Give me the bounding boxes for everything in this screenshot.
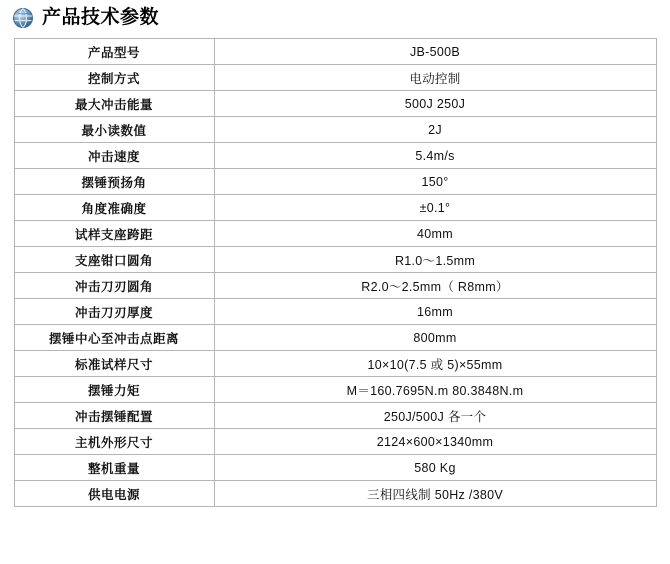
- table-row: [14, 247, 656, 273]
- table-row: [14, 455, 656, 481]
- row-label: 摆锤中心至冲击点距离: [14, 325, 214, 351]
- row-value: R1.0～1.5mm: [214, 247, 656, 273]
- row-value: M＝160.7695N.m 80.3848N.m: [214, 377, 656, 403]
- row-value: 2J: [214, 117, 656, 143]
- row-label: 整机重量: [14, 455, 214, 481]
- row-label: 主机外形尺寸: [14, 429, 214, 455]
- table-row: [14, 299, 656, 325]
- table-row: [14, 117, 656, 143]
- table-row: [14, 403, 656, 429]
- page-title: 产品技术参数: [42, 7, 160, 28]
- table-row: [14, 169, 656, 195]
- row-label: 试样支座跨距: [14, 221, 214, 247]
- row-label: 最小读数值: [14, 117, 214, 143]
- row-label: 冲击刀刃厚度: [14, 299, 214, 325]
- row-label: 支座钳口圆角: [14, 247, 214, 273]
- table-row: [14, 377, 656, 403]
- row-label: 产品型号: [14, 39, 214, 65]
- table-row: [14, 65, 656, 91]
- row-label: 摆锤预扬角: [14, 169, 214, 195]
- table-row: [14, 195, 656, 221]
- row-value: 500J 250J: [214, 91, 656, 117]
- table-row: [14, 91, 656, 117]
- table-row: [14, 429, 656, 455]
- row-value: 150°: [214, 169, 656, 195]
- table-row: [14, 143, 656, 169]
- row-value: R2.0～2.5mm（ R8mm）: [214, 273, 656, 299]
- row-value: 电动控制: [214, 65, 656, 91]
- row-label: 控制方式: [14, 65, 214, 91]
- table-row: [14, 39, 656, 65]
- row-label: 冲击摆锤配置: [14, 403, 214, 429]
- row-label: 冲击刀刃圆角: [14, 273, 214, 299]
- page-title-row: [0, 0, 670, 34]
- spec-table: [14, 38, 657, 507]
- table-row: [14, 351, 656, 377]
- row-value: 580 Kg: [214, 455, 656, 481]
- row-value: 800mm: [214, 325, 656, 351]
- globe-icon: [12, 7, 34, 29]
- row-label: 标准试样尺寸: [14, 351, 214, 377]
- row-label: 供电电源: [14, 481, 214, 507]
- row-label: 摆锤力矩: [14, 377, 214, 403]
- row-label: 最大冲击能量: [14, 91, 214, 117]
- row-value: 2124×600×1340mm: [214, 429, 656, 455]
- row-label: 角度准确度: [14, 195, 214, 221]
- spec-table-body: [14, 39, 656, 507]
- row-value: ±0.1°: [214, 195, 656, 221]
- row-label: 冲击速度: [14, 143, 214, 169]
- row-value: 三相四线制 50Hz /380V: [214, 481, 656, 507]
- row-value: 40mm: [214, 221, 656, 247]
- table-row: [14, 221, 656, 247]
- row-value: 5.4m/s: [214, 143, 656, 169]
- row-value: 10×10(7.5 或 5)×55mm: [214, 351, 656, 377]
- table-row: [14, 481, 656, 507]
- row-value: 250J/500J 各一个: [214, 403, 656, 429]
- row-value: 16mm: [214, 299, 656, 325]
- row-value: JB-500B: [214, 39, 656, 65]
- table-row: [14, 325, 656, 351]
- table-row: [14, 273, 656, 299]
